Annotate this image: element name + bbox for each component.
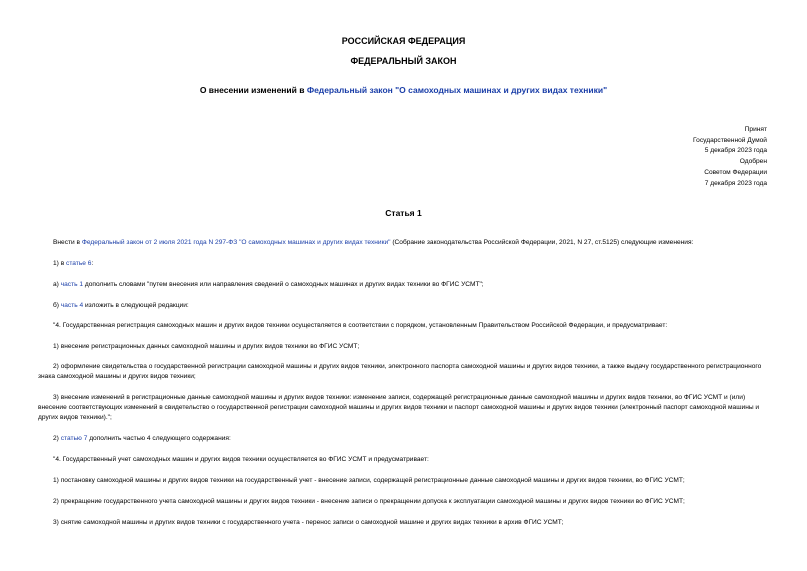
federal-law-link[interactable]: Федеральный закон "О самоходных машинах и других видах техники" <box>306 85 608 95</box>
part-7-4-item-3: 3) снятие самоходной машины и других видов техники с государственного учета - перенос записи о самоходной машине и других видах техники в архив ФГИС УСМТ; <box>53 519 564 526</box>
item-1b-paragraph <box>38 301 770 311</box>
part-1-link[interactable]: часть 1 <box>60 281 84 288</box>
law-297-link[interactable]: Федеральный закон от 2 июля 2021 года N 297-ФЗ "О самоходных машинах и других видах техники" <box>81 239 391 246</box>
adopted-label: Принят <box>744 126 767 133</box>
part-4-item-2: 2) оформление свидетельства о государственной регистрации самоходной машины и других видов техники, электронного паспорта самоходной машины и других видов техники, а также выдачу государственного регистрационного знака самоходной машины и других видов техники; <box>38 363 762 381</box>
adopted-date: 5 декабря 2023 года <box>704 147 767 155</box>
approved-by: Советом Федерации <box>704 168 767 176</box>
adoption-info <box>693 125 767 189</box>
item-1-text-before: 1) в <box>53 260 67 267</box>
part-4-item-3: 3) внесение изменений в регистрационные данные самоходной машины и других видов техники: изменение записи, содержащей регистрационные данные самоходной машины и других видов техники, во ФГИС УСМТ и (или) внесение соответствующих изменений в свидетельство о государственной регистрации самоходной машины и других видов техники и паспорт самоходной машины и других видов техники (электронный паспорт самоходной машины и других видов техники)."; <box>38 394 760 422</box>
item-1a-text-after: дополнить словами "путем внесения или направления сведений о самоходных машинах и других видах техники во ФГИС УСМТ"; <box>83 281 484 288</box>
item-2-paragraph <box>38 434 770 444</box>
item-1b-text-before: б) <box>53 302 61 309</box>
item-1b-text-after: изложить в следующей редакции: <box>83 302 189 309</box>
country-heading: РОССИЙСКАЯ ФЕДЕРАЦИЯ <box>341 36 466 46</box>
article-7-link[interactable]: статью 7 <box>60 435 88 442</box>
item-2-text-after: дополнить частью 4 следующего содержания: <box>87 435 231 442</box>
article-6-link[interactable]: статье 6 <box>66 260 92 267</box>
part-4-paragraph: "4. Государственная регистрация самоходных машин и других видов техники осуществляется в соответствии с порядком, установленным Правительством Российской Федерации, и предусматривает: <box>53 322 668 329</box>
approved-label: Одобрен <box>739 158 767 166</box>
item-1a-text-before: а) <box>53 281 61 288</box>
item-1a-paragraph <box>38 280 770 290</box>
adopted-by: Государственной Думой <box>693 136 767 144</box>
article-heading: Статья 1 <box>385 208 422 218</box>
item-1-text-after: : <box>91 260 94 267</box>
part-4-link[interactable]: часть 4 <box>60 302 84 309</box>
document-title <box>0 85 807 96</box>
part-7-4-item-2: 2) прекращение государственного учета самоходной машины и других видов техники - внесение записи о прекращении допуска к эксплуатации самоходной машины и других видов техники во ФГИС УСМТ; <box>53 498 685 505</box>
item-1-paragraph <box>38 259 770 269</box>
approved-date: 7 декабря 2023 года <box>704 179 767 187</box>
item-2-text-before: 2) <box>53 435 61 442</box>
intro-paragraph <box>38 238 770 248</box>
document-type-heading: ФЕДЕРАЛЬНЫЙ ЗАКОН <box>350 56 457 66</box>
intro-text-after: (Собрание законодательства Российской Федерации, 2021, N 27, ст.5125) следующие изменения: <box>390 239 694 246</box>
title-prefix: О внесении изменений в <box>199 85 307 95</box>
intro-text-before: Внести в <box>53 239 82 246</box>
part-7-4-paragraph: "4. Государственный учет самоходных машин и других видов техники осуществляется во ФГИС УСМТ и предусматривает: <box>53 456 429 463</box>
part-4-item-1: 1) внесение регистрационных данных самоходной машины и других видов техники во ФГИС УСМТ; <box>53 343 360 350</box>
part-7-4-item-1: 1) постановку самоходной машины и других видов техники на государственный учет - внесение записи, содержащей регистрационные данные самоходной машины и других видов техники, во ФГИС УСМТ; <box>53 477 685 484</box>
